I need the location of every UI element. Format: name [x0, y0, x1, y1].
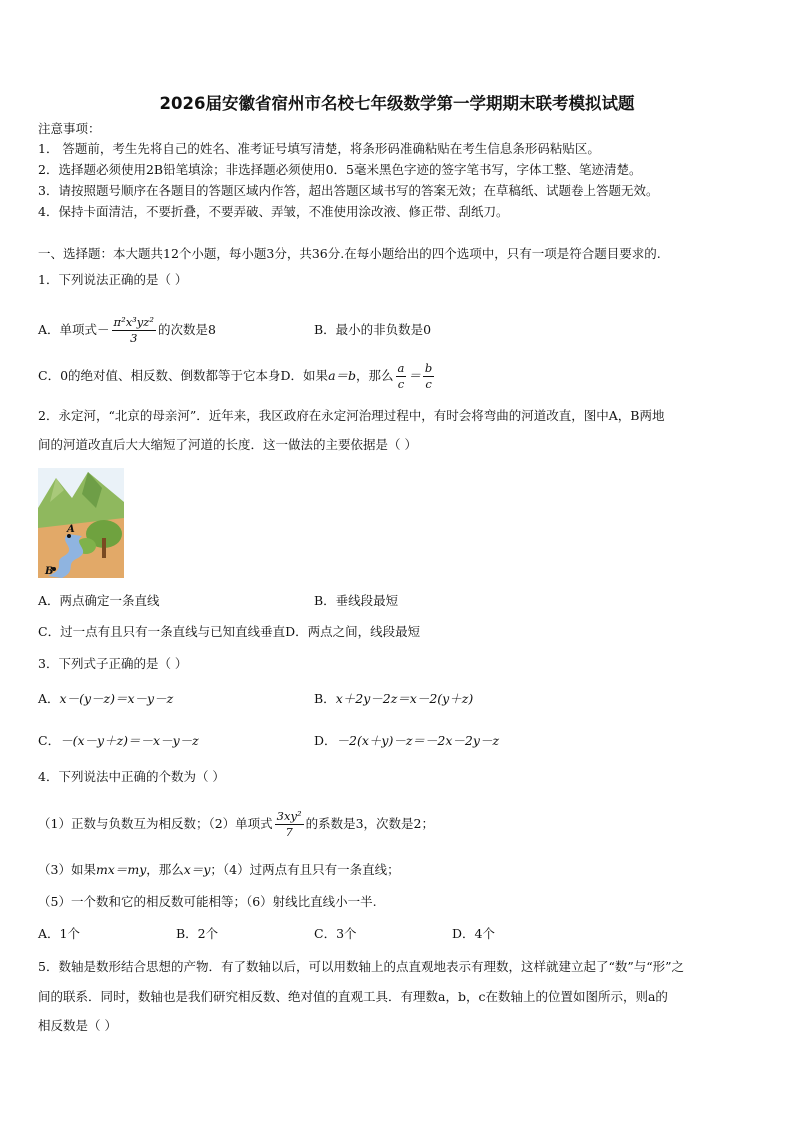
- q2-option-d: D．两点之间，线段最短: [285, 624, 421, 639]
- notice-item: 2．选择题必须使用2B铅笔填涂；非选择题必须使用0．5毫米黑色字迹的签字笔书写，字体工整、笔迹清楚。: [38, 162, 642, 177]
- q4-l2-expr2: x＝y: [183, 862, 211, 877]
- q5-text: 5．数轴是数形结合思想的产物．有了数轴以后，可以用数轴上的点直观地表示有理数，这样就建立起了“数”与“形”之: [38, 959, 685, 974]
- notice-item: 1． 答题前，考生先将自己的姓名、准考证号填写清楚，将条形码准确粘贴在考生信息条形码粘贴区。: [38, 141, 600, 156]
- q1-d-expr: a＝b: [328, 368, 357, 383]
- q4-l2-mid: ，那么: [146, 862, 184, 877]
- q4-stem: 4．下列说法中正确的个数为（ ）: [38, 769, 225, 784]
- q1-a-fraction: [112, 315, 156, 346]
- q1-d-right-den: c: [425, 377, 432, 391]
- q3-a-expr: x－(y－z)＝x－y－z: [59, 691, 174, 706]
- q1-a-suffix: 的次数是8: [157, 322, 216, 337]
- q3-stem: 3．下列式子正确的是（ ）: [38, 656, 188, 671]
- q4-l2-prefix: （3）如果: [38, 862, 96, 877]
- q5-text: 间的联系．同时，数轴也是我们研究相反数、绝对值的直观工具．有理数a，b，c在数轴上的位置如图所示，则a的: [38, 989, 668, 1004]
- q5-text: 相反数是（ ）: [38, 1018, 117, 1033]
- river-figure: [38, 468, 124, 578]
- q4-option-d: D．4个: [452, 926, 495, 941]
- q2-option-a: A．两点确定一条直线: [38, 593, 160, 608]
- q4-option-c: C．3个: [314, 926, 357, 941]
- q1-d-right-fraction: [423, 361, 434, 392]
- q3-b-label: B．: [314, 691, 336, 706]
- q3-b-expr: x＋2y－2z＝x－2(y＋z): [335, 691, 474, 706]
- q1-a-frac-den: 3: [130, 331, 138, 345]
- q1-options-ab: [38, 314, 758, 348]
- q2-stem: 2．永定河，“北京的母亲河”．近年来，我区政府在永定河治理过程中，有时会将弯曲的河道改直，图中A，B两地: [38, 408, 665, 423]
- q1-a-prefix: A．单项式－: [38, 322, 110, 337]
- q4-l2-suffix: ；（4）过两点有且只有一条直线；: [210, 862, 400, 877]
- q1-d-prefix: D．如果: [280, 368, 329, 383]
- q4-line2: [38, 861, 758, 879]
- q3-a-label: A．: [38, 691, 60, 706]
- q4-frac-den: 7: [285, 825, 293, 839]
- figure-label-b: B: [45, 566, 54, 577]
- q1-option-b: B．最小的非负数是0: [314, 322, 432, 337]
- q1-a-frac-num: π²x³yz²: [113, 315, 154, 329]
- q4-frac-num: 3xy²: [276, 809, 302, 823]
- q4-l1-prefix: （1）正数与负数互为相反数；（2）单项式: [38, 816, 273, 831]
- q2-stem: 间的河道改直后大大缩短了河道的长度．这一做法的主要依据是（ ）: [38, 437, 417, 452]
- q3-d-expr: －2(x＋y)－z＝－2x－2y－z: [336, 733, 500, 748]
- q1-d-right-num: b: [424, 361, 433, 375]
- q3-c-label: C．: [38, 733, 61, 748]
- q4-fraction: [275, 809, 304, 840]
- q4-option-a: A．1个: [38, 926, 80, 941]
- q4-option-b: B．2个: [176, 926, 219, 941]
- q4-line3: （5）一个数和它的相反数可能相等；（6）射线比直线小一半.: [38, 894, 377, 909]
- figure-label-a: A: [67, 524, 75, 535]
- page-title: 2026届安徽省宿州市名校七年级数学第一学期期末联考模拟试题: [159, 94, 635, 113]
- q3-c-expr: －(x－y＋z)＝－x－y－z: [60, 733, 199, 748]
- q2-option-c: C．过一点有且只有一条直线与已知直线垂直: [38, 624, 286, 639]
- q2-options-cd: [38, 623, 758, 641]
- q2-option-b: B．垂线段最短: [314, 593, 399, 608]
- notice-item: 4．保持卡面清洁，不要折叠，不要弄破、弄皱，不准使用涂改液、修正带、刮纸刀。: [38, 204, 509, 219]
- notice-heading: 注意事项：: [38, 121, 101, 136]
- q1-options-cd: C．0的绝对值、相反数、倒数都等于它本身D．如果a＝b，那么 $\frac{a}{c}$ ＝ $\frac{b}{c}$: [38, 361, 433, 391]
- q3-options-ab: [38, 690, 758, 708]
- q1-d-left-num: a: [397, 361, 405, 375]
- q4-l1-suffix: 的系数是3，次数是2；: [305, 816, 434, 831]
- q1-d-left-den: c: [397, 377, 405, 391]
- notice-item: 3．请按照题号顺序在各题目的答题区域内作答，超出答题区域书写的答案无效；在草稿纸、试题卷上答题无效。: [38, 183, 659, 198]
- q4-l2-expr1: mx＝my: [95, 862, 147, 877]
- q3-options-cd: [38, 732, 758, 750]
- q1-d-left-fraction: [396, 361, 407, 392]
- q2-options-ab: [38, 592, 758, 610]
- q4-line1: [38, 807, 758, 843]
- q1-option-c: C．0的绝对值、相反数、倒数都等于它本身: [38, 368, 281, 383]
- q4-options: [38, 925, 758, 943]
- q3-d-label: D．: [314, 733, 337, 748]
- q1-stem: 1．下列说法正确的是（ ）: [38, 272, 188, 287]
- section-heading: 一、选择题：本大题共12个小题，每小题3分，共36分.在每小题给出的四个选项中，只有一项是符合题目要求的.: [38, 246, 661, 261]
- q1-d-mid: ，那么: [356, 368, 394, 383]
